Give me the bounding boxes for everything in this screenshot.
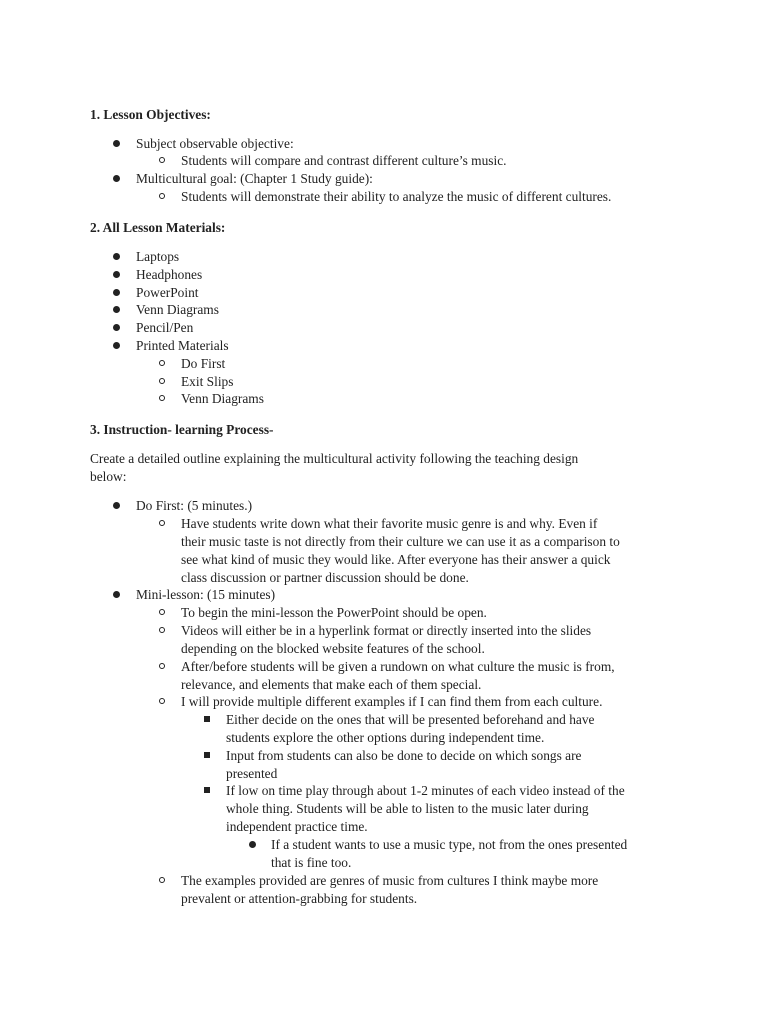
list-item-continuation: that is fine too. — [271, 855, 352, 870]
list-item-continuation: students explore the other options during independent time. — [226, 730, 545, 745]
list-item: Students will compare and contrast different culture’s music. — [181, 153, 507, 168]
bullet-circle-icon — [159, 520, 165, 526]
bullet-dot-icon — [113, 253, 120, 260]
list-item: Subject observable objective: — [136, 136, 294, 151]
list-item: Venn Diagrams — [181, 391, 264, 406]
list-item: Videos will either be in a hyperlink format or directly inserted into the slides — [181, 623, 592, 638]
list-item: If low on time play through about 1-2 minutes of each video instead of the — [226, 783, 625, 798]
section-1-heading: 1. Lesson Objectives: — [90, 107, 211, 122]
bullet-dot-icon — [113, 289, 120, 296]
bullet-circle-icon — [159, 698, 165, 704]
list-item: Laptops — [136, 249, 180, 264]
list-item-continuation: prevalent or attention-grabbing for students. — [181, 891, 418, 906]
bullet-square-icon — [204, 716, 210, 722]
list-item: Do First — [181, 356, 226, 371]
list-item: PowerPoint — [136, 285, 199, 300]
bullet-dot-icon — [113, 140, 120, 147]
list-item-continuation: whole thing. Students will be able to listen to the music later during — [226, 801, 589, 816]
list-item: I will provide multiple different examples if I can find them from each culture. — [181, 694, 603, 709]
intro-text: below: — [90, 469, 127, 484]
bullet-circle-icon — [159, 663, 165, 669]
bullet-dot-icon — [113, 306, 120, 313]
section-3-heading: 3. Instruction- learning Process- — [90, 422, 274, 437]
bullet-circle-icon — [159, 378, 165, 384]
list-item: Either decide on the ones that will be presented beforehand and have — [226, 712, 595, 727]
list-item: The examples provided are genres of music from cultures I think maybe more — [181, 873, 599, 888]
bullet-square-icon — [204, 787, 210, 793]
list-item: Headphones — [136, 267, 203, 282]
bullet-dot-icon — [113, 342, 120, 349]
list-item-continuation: relevance, and elements that make each of them special. — [181, 677, 482, 692]
list-item: Students will demonstrate their ability to analyze the music of different cultures. — [181, 189, 612, 204]
bullet-circle-icon — [159, 157, 165, 163]
bullet-circle-icon — [159, 360, 165, 366]
bullet-circle-icon — [159, 395, 165, 401]
list-item: Exit Slips — [181, 374, 234, 389]
list-item-continuation: independent practice time. — [226, 819, 368, 834]
list-item: Pencil/Pen — [136, 320, 194, 335]
list-item: Do First: (5 minutes.) — [136, 498, 253, 513]
bullet-circle-icon — [159, 627, 165, 633]
intro-text: Create a detailed outline explaining the multicultural activity following the teaching design — [90, 451, 579, 466]
list-item: If a student wants to use a music type, not from the ones presented — [271, 837, 628, 852]
list-item: Printed Materials — [136, 338, 229, 353]
bullet-dot-icon — [249, 841, 256, 848]
list-item: To begin the mini-lesson the PowerPoint should be open. — [181, 605, 487, 620]
list-item-continuation: depending on the blocked website features of the school. — [181, 641, 485, 656]
bullet-dot-icon — [113, 175, 120, 182]
section-2-heading: 2. All Lesson Materials: — [90, 220, 226, 235]
bullet-dot-icon — [113, 271, 120, 278]
bullet-dot-icon — [113, 591, 120, 598]
list-item-continuation: class discussion or partner discussion should be done. — [181, 570, 469, 585]
list-item: Multicultural goal: (Chapter 1 Study guide): — [136, 171, 373, 186]
bullet-circle-icon — [159, 877, 165, 883]
list-item-continuation: presented — [226, 766, 278, 781]
list-item: After/before students will be given a rundown on what culture the music is from, — [181, 659, 615, 674]
list-item: Mini-lesson: (15 minutes) — [136, 587, 276, 602]
bullet-circle-icon — [159, 609, 165, 615]
list-item-continuation: see what kind of music they would like. After everyone has their answer a quick — [181, 552, 611, 567]
list-item: Have students write down what their favorite music genre is and why. Even if — [181, 516, 598, 531]
list-item: Input from students can also be done to decide on which songs are — [226, 748, 582, 763]
bullet-square-icon — [204, 752, 210, 758]
list-item: Venn Diagrams — [136, 302, 219, 317]
bullet-dot-icon — [113, 502, 120, 509]
bullet-dot-icon — [113, 324, 120, 331]
list-item-continuation: their music taste is not directly from their culture we can use it as a comparison to — [181, 534, 620, 549]
bullet-circle-icon — [159, 193, 165, 199]
